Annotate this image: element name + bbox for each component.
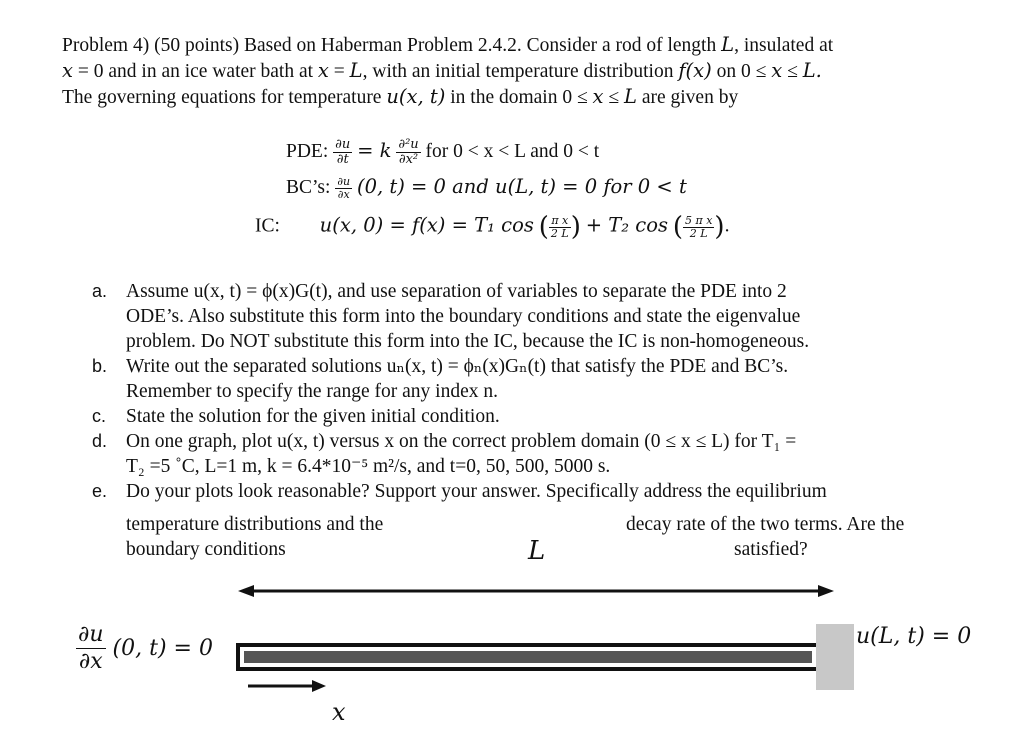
frac-den: ∂t	[336, 152, 349, 167]
var-L: L	[721, 33, 735, 56]
item-label: a.	[92, 281, 108, 301]
item-line: problem. Do NOT substitute this form into the IC, because the IC is non-homogeneous.	[126, 331, 810, 352]
frac-num: ∂u	[335, 137, 351, 152]
length-arrow-left-head	[238, 585, 254, 597]
ic-end: .	[724, 215, 730, 237]
var-L: L.	[802, 59, 822, 82]
var-f: f(x)	[678, 59, 712, 82]
paren-close: )	[714, 212, 725, 242]
intro-text: , insulated at	[734, 35, 834, 56]
var-L: L	[624, 85, 637, 108]
item-line: ODE’s. Also substitute this form into the boundary conditions and state the eigenvalue	[126, 306, 801, 327]
frac-num: ∂u	[337, 175, 351, 189]
item-line: Write out the separated solutions uₙ(x, t) = ϕₙ(x)Gₙ(t) that satisfy the PDE and BC’s.	[126, 356, 789, 377]
var-x: x	[317, 59, 329, 82]
paren-open: (	[672, 212, 683, 242]
var-L: L	[349, 59, 363, 82]
item-line: Do your plots look reasonable? Support your answer. Specifically address the equilibrium	[126, 481, 827, 502]
intro-text: The governing equations for temperature	[62, 87, 387, 108]
item-label: d.	[92, 431, 108, 451]
length-label: L	[528, 536, 546, 566]
intro-text: =	[328, 61, 350, 82]
item-line: Remember to specify the range for any index n.	[126, 381, 498, 402]
item-line: Assume u(x, t) = ϕ(x)G(t), and use separation of variables to separate the PDE into 2	[126, 281, 787, 302]
paren-open: (	[538, 212, 549, 242]
item-label: c.	[92, 406, 107, 426]
right-boundary-condition: u(L, t) = 0	[856, 624, 972, 649]
left-bc-text: (0, t) = 0	[112, 636, 213, 661]
length-arrow-right-head	[818, 585, 834, 597]
equals-k: = k	[357, 138, 392, 162]
intro-text: ≤	[603, 87, 624, 108]
var-x: x	[771, 59, 783, 82]
du-dx-diagram-fraction	[76, 622, 106, 675]
ic-label: IC:	[255, 215, 280, 237]
frac-den: 2 L	[689, 226, 708, 240]
frac-num: ∂²u	[398, 137, 419, 152]
intro-text: in the domain 0 ≤	[445, 87, 593, 108]
x-axis-label: x	[332, 698, 346, 726]
e-text: satisfied?	[734, 539, 808, 560]
frac-den: ∂x	[337, 188, 350, 202]
item-label: e.	[92, 481, 108, 501]
intro-text: ≤	[782, 61, 803, 82]
intro-text: , with an initial temperature distribution	[362, 61, 679, 82]
pde-domain: for 0 < x < L and 0 < t	[425, 140, 600, 162]
intro-text: on 0 ≤	[711, 61, 772, 82]
item-line: T₂ =5 ˚C, L=1 m, k = 6.4*10⁻⁵ m²/s, and t=0, 50, 500, 5000 s.	[126, 456, 611, 477]
intro-text: Problem 4) (50 points) Based on Haberman Problem 2.4.2. Consider a rod of length	[62, 35, 722, 56]
bc-label: BC’s:	[286, 177, 331, 198]
paren-close: )	[570, 212, 581, 242]
x-arrow-head	[312, 680, 326, 692]
intro-text: are given by	[636, 87, 739, 108]
ice-bath-block	[816, 624, 854, 690]
var-u: u(x, t)	[386, 85, 446, 108]
e-text: boundary conditions	[126, 539, 286, 560]
pde-label: PDE:	[286, 140, 329, 162]
ic-text: + T₂ cos	[585, 213, 668, 237]
left-boundary-condition	[76, 622, 213, 675]
item-line: On one graph, plot u(x, t) versus x on the correct problem domain (0 ≤ x ≤ L) for T₁ =	[126, 431, 797, 452]
item-label: b.	[92, 356, 108, 376]
frac-num: ∂u	[78, 622, 104, 647]
var-x: x	[592, 85, 604, 108]
frac-num: π x	[549, 215, 571, 228]
rod-body	[244, 651, 812, 663]
e-text: decay rate of the two terms. Are the	[626, 514, 905, 535]
intro-text: = 0 and in an ice water bath at	[73, 61, 318, 82]
var-x: x	[62, 59, 73, 82]
e-text: temperature distributions and the	[126, 514, 384, 535]
item-line: State the solution for the given initial condition.	[126, 406, 500, 427]
bc-conditions: (0, t) = 0 and u(L, t) = 0 for 0 < t	[356, 175, 687, 198]
ic-text: u(x, 0) = f(x) = T₁ cos	[319, 213, 534, 237]
frac-den: ∂x	[78, 649, 103, 674]
frac-num: 5 π x	[684, 213, 713, 227]
frac-den: 2 L	[550, 226, 569, 240]
frac-den: ∂x²	[398, 152, 419, 167]
